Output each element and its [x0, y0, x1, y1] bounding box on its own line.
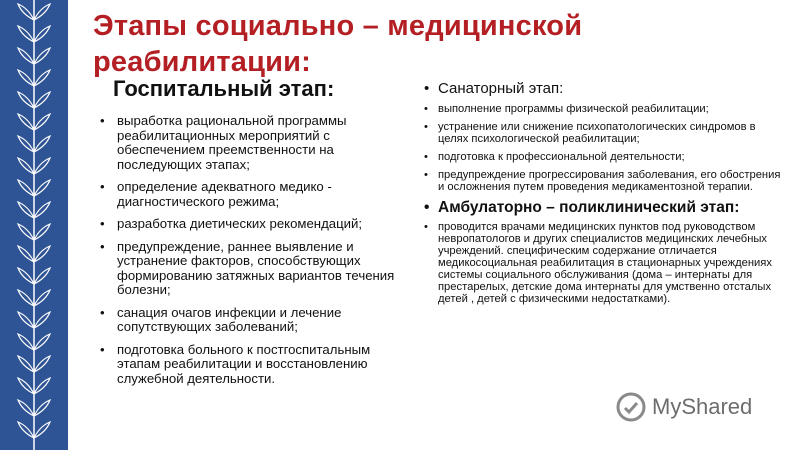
- list-item: • подготовка больного к постгоспитальным этапам реабилитации и восстановлению служебной деятельности.: [95, 343, 415, 387]
- leaf-icon: [18, 290, 34, 306]
- leaf-icon: [34, 312, 50, 328]
- outpatient-stage-list: [418, 221, 788, 305]
- list-item: • санация очагов инфекции и лечение сопутствующих заболеваний;: [95, 306, 415, 335]
- leaf-icon: [34, 334, 50, 350]
- leaf-icon: [18, 400, 34, 416]
- list-item: • разработка диетических рекомендаций;: [95, 217, 415, 232]
- leaf-icon: [18, 334, 34, 350]
- leaf-icon: [34, 180, 50, 196]
- leaf-icon: [34, 202, 50, 218]
- decorative-side-band: [0, 0, 68, 450]
- hospital-stage-heading: Госпитальный этап:: [113, 76, 335, 101]
- sanatorium-stage-heading: • Санаторный этап:: [418, 80, 788, 97]
- leaf-icon: [18, 180, 34, 196]
- leaf-icon: [34, 136, 50, 152]
- leaf-icon: [34, 114, 50, 130]
- leaf-icon: [34, 4, 50, 20]
- sanatorium-stage-list: [418, 103, 788, 193]
- list-item: • подготовка к профессиональной деятельности;: [418, 151, 788, 163]
- leaf-icon: [34, 70, 50, 86]
- list-item: • выполнение программы физической реабилитации;: [418, 103, 788, 115]
- leaf-icon: [18, 26, 34, 42]
- leaf-icon: [18, 312, 34, 328]
- leaf-icon: [18, 4, 34, 20]
- leaf-icon: [34, 92, 50, 108]
- wheat-ornament-icon: [0, 0, 68, 450]
- leaf-icon: [18, 378, 34, 394]
- leaf-icon: [18, 224, 34, 240]
- list-item: • предупреждение прогрессирования заболевания, его обострения и осложнения путем проведения медикаментозной терапии.: [418, 169, 788, 193]
- leaf-icon: [18, 356, 34, 372]
- leaf-icon: [34, 48, 50, 64]
- leaf-icon: [34, 246, 50, 262]
- list-item: • выработка рациональной программы реабилитационных мероприятий с обеспечением преемственности на последующих этапах;: [95, 114, 415, 172]
- leaf-icon: [18, 422, 34, 438]
- leaf-icon: [34, 224, 50, 240]
- leaf-icon: [34, 356, 50, 372]
- list-item: • устранение или снижение психопатологических синдромов в целях психологической реабилитации;: [418, 121, 788, 145]
- page-title: Этапы социально – медицинской реабилитации:: [93, 10, 583, 78]
- hospital-stage-list: [95, 114, 415, 386]
- list-item: • определение адекватного медико - диагностического режима;: [95, 180, 415, 209]
- leaf-icon: [18, 114, 34, 130]
- leaf-icon: [34, 290, 50, 306]
- leaf-icon: [18, 158, 34, 174]
- leaf-icon: [34, 400, 50, 416]
- leaf-icon: [18, 48, 34, 64]
- outpatient-stage-heading: • Амбулаторно – поликлинический этап:: [418, 199, 788, 217]
- myshared-logo-icon: [616, 392, 646, 422]
- leaf-icon: [18, 202, 34, 218]
- leaf-icon: [34, 26, 50, 42]
- leaf-icon: [34, 422, 50, 438]
- leaf-icon: [18, 136, 34, 152]
- leaf-icon: [18, 268, 34, 284]
- leaf-icon: [18, 92, 34, 108]
- leaf-icon: [34, 268, 50, 284]
- list-item: • предупреждение, раннее выявление и устранение факторов, способствующих формированию затяжных вариантов течения болезни;: [95, 240, 415, 298]
- right-column: [418, 80, 788, 311]
- leaf-icon: [18, 246, 34, 262]
- watermark-text: MyShared: [652, 394, 753, 419]
- leaf-icon: [34, 378, 50, 394]
- hospital-stage-column: [95, 76, 415, 394]
- leaf-icon: [34, 158, 50, 174]
- leaf-icon: [18, 70, 34, 86]
- list-item: • проводится врачами медицинских пунктов под руководством невропатологов и других специалистов медицинских лечебных учреждений. специфическим содержание отличается медикосоциальная реабилитация в стационарных учреждениях системы социального обслуживания (дома – интернаты для престарелых, детские дома интернаты для умственно отсталых детей , детей с физическими недостатками).: [418, 221, 788, 305]
- myshared-watermark: [616, 392, 752, 422]
